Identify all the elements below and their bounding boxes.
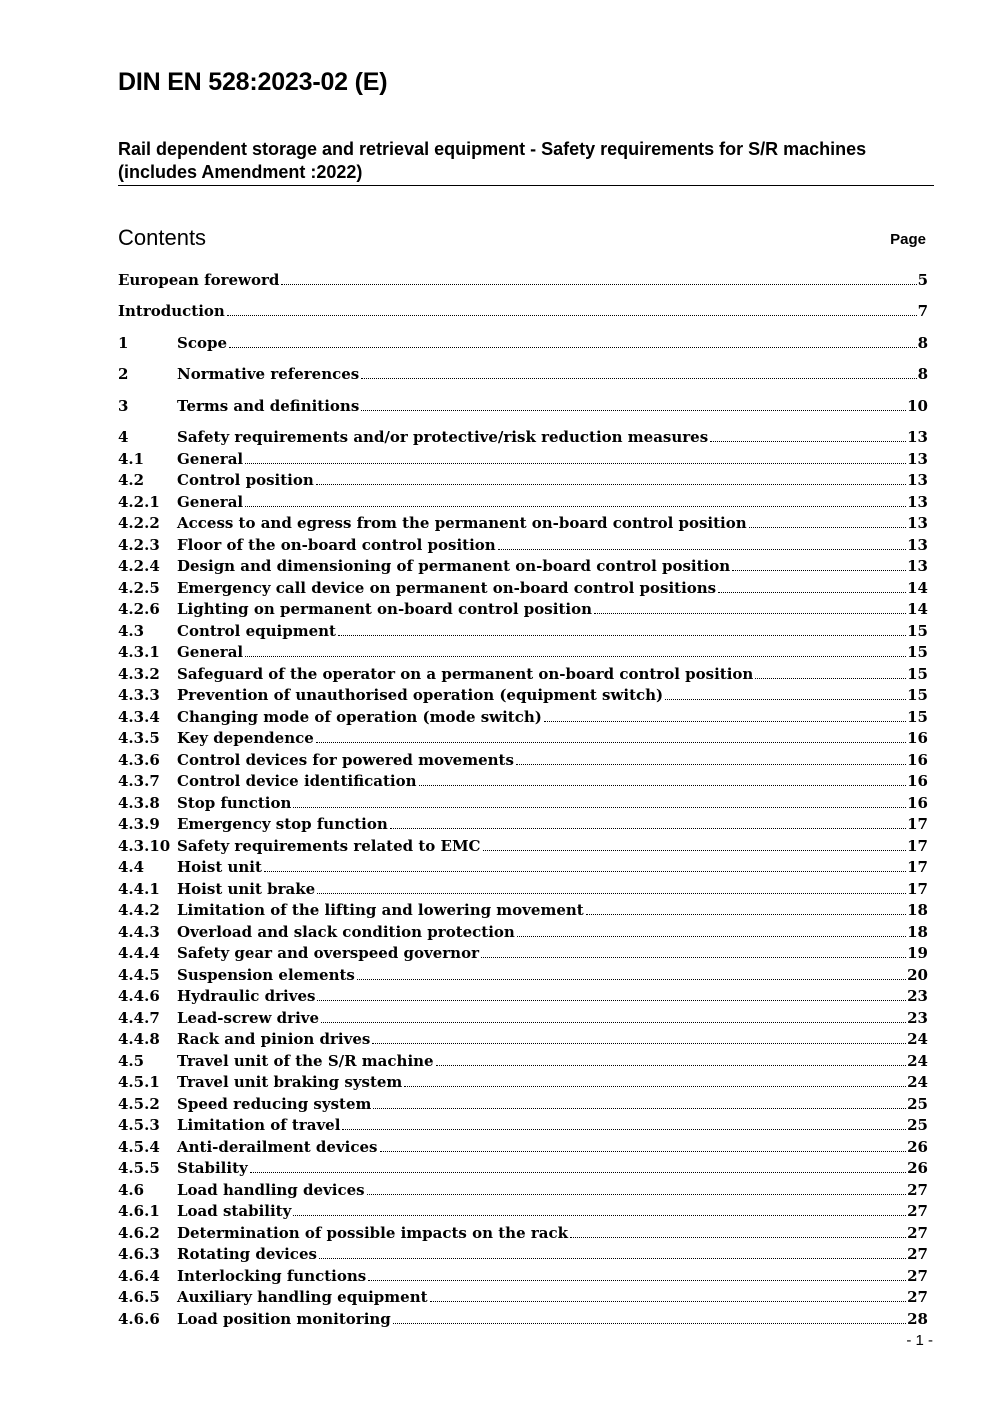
document-title: DIN EN 528:2023-02 (E) <box>118 68 388 96</box>
toc-entry[interactable] <box>118 922 928 943</box>
toc-entry[interactable] <box>118 301 928 322</box>
toc-entry-page: 23 <box>907 1009 928 1027</box>
toc-entry-page: 17 <box>907 858 928 876</box>
toc-entry[interactable] <box>118 492 928 513</box>
toc-entry-page: 8 <box>917 334 928 352</box>
toc-entry[interactable] <box>118 986 928 1007</box>
toc-entry-number: 2 <box>118 365 129 383</box>
toc-entry-page: 24 <box>907 1052 928 1070</box>
toc-entry-number: 4.3.2 <box>118 665 160 683</box>
toc-entry-title: Key dependence <box>177 729 314 747</box>
toc-entry-page: 25 <box>907 1116 928 1134</box>
toc-entry-page: 13 <box>907 536 928 554</box>
toc-entry-page: 19 <box>907 944 928 962</box>
toc-entry[interactable] <box>118 333 928 354</box>
toc-dot-leader <box>342 1129 906 1130</box>
toc-entry-number: 4.2.3 <box>118 536 160 554</box>
toc-entry-page: 28 <box>907 1310 928 1328</box>
toc-entry-page: 15 <box>907 708 928 726</box>
toc-entry-title: Emergency call device on permanent on-board control positions <box>177 579 717 597</box>
toc-entry-title: Load position monitoring <box>177 1310 391 1328</box>
toc-entry-title: Prevention of unauthorised operation (equipment switch) <box>177 686 664 704</box>
toc-entry-number: 4.3.6 <box>118 751 160 769</box>
toc-entry-number: 4 <box>118 428 129 446</box>
toc-entry-page: 15 <box>907 686 928 704</box>
toc-entry-number: 4.4.5 <box>118 966 160 984</box>
toc-dot-leader <box>483 850 907 851</box>
toc-dot-leader <box>594 613 906 614</box>
toc-dot-leader <box>665 699 906 700</box>
toc-entry-page: 13 <box>907 514 928 532</box>
toc-entry[interactable] <box>118 943 928 964</box>
toc-entry-title: Introduction <box>118 302 225 320</box>
toc-entry[interactable] <box>118 793 928 814</box>
toc-entry[interactable] <box>118 1266 928 1287</box>
toc-dot-leader <box>317 1000 906 1001</box>
toc-dot-leader <box>293 1215 906 1216</box>
toc-entry-title: Scope <box>177 334 228 352</box>
toc-dot-leader <box>321 1022 906 1023</box>
toc-dot-leader <box>317 893 906 894</box>
toc-dot-leader <box>357 979 906 980</box>
toc-entry-number: 4.5.5 <box>118 1159 160 1177</box>
toc-entry[interactable] <box>118 270 928 291</box>
toc-dot-leader <box>372 1043 906 1044</box>
toc-entry-number: 4.4.3 <box>118 923 160 941</box>
toc-entry-page: 16 <box>907 751 928 769</box>
toc-dot-leader <box>749 527 906 528</box>
toc-entry-page: 27 <box>907 1202 928 1220</box>
toc-entry-title: Stop function <box>177 794 292 812</box>
toc-entry-number: 4.6.2 <box>118 1224 160 1242</box>
toc-entry-title: Travel unit of the S/R machine <box>177 1052 434 1070</box>
toc-entry-page: 13 <box>907 428 928 446</box>
toc-entry-title: Rotating devices <box>177 1245 317 1263</box>
toc-entry-page: 15 <box>907 665 928 683</box>
toc-entry-title: Control position <box>177 471 314 489</box>
toc-entry-title: Limitation of the lifting and lowering movement <box>177 901 584 919</box>
toc-entry[interactable] <box>118 513 928 534</box>
toc-entry[interactable] <box>118 836 928 857</box>
toc-entry-number: 4.3 <box>118 622 145 640</box>
toc-entry-number: 4.4.1 <box>118 880 160 898</box>
toc-entry-title: Safety gear and overspeed governor <box>177 944 479 962</box>
toc-entry-page: 18 <box>907 923 928 941</box>
toc-entry-title: Load handling devices <box>177 1181 365 1199</box>
toc-dot-leader <box>245 463 906 464</box>
toc-entry[interactable] <box>118 707 928 728</box>
toc-entry-page: 14 <box>907 600 928 618</box>
toc-entry[interactable] <box>118 879 928 900</box>
toc-dot-leader <box>361 378 916 379</box>
toc-entry-number: 4.3.10 <box>118 837 171 855</box>
toc-dot-leader <box>316 484 906 485</box>
toc-entry-number: 4.3.8 <box>118 794 160 812</box>
toc-entry[interactable] <box>118 685 928 706</box>
toc-entry-title: Hoist unit <box>177 858 262 876</box>
toc-dot-leader <box>368 1280 906 1281</box>
toc-entry-title: Safety requirements related to EMC <box>177 837 481 855</box>
toc-entry-number: 4.6.4 <box>118 1267 160 1285</box>
toc-entry-page: 16 <box>907 729 928 747</box>
toc-entry-title: Determination of possible impacts on the rack <box>177 1224 568 1242</box>
toc-entry-page: 27 <box>907 1181 928 1199</box>
toc-entry-number: 1 <box>118 334 129 352</box>
toc-entry-number: 4.6 <box>118 1181 145 1199</box>
toc-dot-leader <box>404 1086 906 1087</box>
toc-entry-page: 27 <box>907 1245 928 1263</box>
toc-dot-leader <box>732 570 906 571</box>
toc-entry-page: 24 <box>907 1030 928 1048</box>
toc-dot-leader <box>319 1258 906 1259</box>
toc-dot-leader <box>245 656 906 657</box>
toc-entry-title: Control equipment <box>177 622 336 640</box>
toc-entry[interactable] <box>118 664 928 685</box>
contents-heading: Contents <box>118 225 207 250</box>
toc-entry[interactable] <box>118 364 928 385</box>
toc-dot-leader <box>586 914 906 915</box>
toc-dot-leader <box>281 284 916 285</box>
toc-entry[interactable] <box>118 642 928 663</box>
toc-entry-number: 4.5.4 <box>118 1138 160 1156</box>
toc-entry-number: 4.2.2 <box>118 514 160 532</box>
toc-entry-title: Travel unit braking system <box>177 1073 403 1091</box>
toc-entry-number: 4.1 <box>118 450 145 468</box>
toc-entry-title: Lighting on permanent on-board control position <box>177 600 592 618</box>
toc-entry-number: 4.6.6 <box>118 1310 160 1328</box>
toc-entry-number: 4.3.3 <box>118 686 160 704</box>
toc-entry[interactable] <box>118 771 928 792</box>
toc-entry-number: 4.2.5 <box>118 579 160 597</box>
toc-entry-page: 13 <box>907 557 928 575</box>
toc-entry-title: Floor of the on-board control position <box>177 536 496 554</box>
toc-entry-title: Hoist unit brake <box>177 880 316 898</box>
toc-entry-number: 4.4.7 <box>118 1009 160 1027</box>
toc-entry[interactable] <box>118 427 928 448</box>
toc-entry[interactable] <box>118 1029 928 1050</box>
toc-entry[interactable] <box>118 750 928 771</box>
toc-entry-page: 16 <box>907 794 928 812</box>
toc-entry-number: 4.5.2 <box>118 1095 160 1113</box>
toc-dot-leader <box>517 936 906 937</box>
toc-dot-leader <box>390 828 906 829</box>
toc-entry-number: 4.6.3 <box>118 1245 160 1263</box>
toc-entry-title: Auxiliary handling equipment <box>177 1288 428 1306</box>
toc-entry-title: Interlocking functions <box>177 1267 367 1285</box>
document-subtitle: Rail dependent storage and retrieval equipment - Safety requirements for S/R machines (includes Amendment :2022) <box>118 139 867 182</box>
toc-entry-page: 25 <box>907 1095 928 1113</box>
page-column-label: Page <box>890 231 926 248</box>
toc-entry-number: 4.4.4 <box>118 944 160 962</box>
toc-dot-leader <box>373 1108 906 1109</box>
toc-dot-leader <box>718 592 906 593</box>
toc-entry-page: 10 <box>907 397 928 415</box>
toc-entry-number: 4.2.4 <box>118 557 160 575</box>
toc-entry-page: 18 <box>907 901 928 919</box>
toc-dot-leader <box>250 1172 906 1173</box>
toc-entry-title: Design and dimensioning of permanent on-board control position <box>177 557 731 575</box>
toc-entry-title: Terms and definitions <box>177 397 360 415</box>
toc-entry-page: 15 <box>907 622 928 640</box>
toc-entry-number: 4.2.1 <box>118 493 160 511</box>
toc-entry[interactable] <box>118 556 928 577</box>
toc-dot-leader <box>430 1301 907 1302</box>
toc-entry[interactable] <box>118 470 928 491</box>
toc-dot-leader <box>498 549 906 550</box>
toc-dot-leader <box>380 1151 907 1152</box>
toc-entry-number: 4.4.6 <box>118 987 160 1005</box>
toc-entry-page: 27 <box>907 1288 928 1306</box>
toc-dot-leader <box>710 441 906 442</box>
toc-entry-title: Speed reducing system <box>177 1095 372 1113</box>
toc-entry-page: 23 <box>907 987 928 1005</box>
toc-entry[interactable] <box>118 965 928 986</box>
toc-entry[interactable] <box>118 728 928 749</box>
toc-entry[interactable] <box>118 900 928 921</box>
toc-entry[interactable] <box>118 535 928 556</box>
toc-dot-leader <box>419 785 907 786</box>
toc-entry-page: 26 <box>907 1138 928 1156</box>
toc-entry-title: Suspension elements <box>177 966 355 984</box>
toc-dot-leader <box>544 721 906 722</box>
toc-entry-number: 4.2 <box>118 471 145 489</box>
toc-entry-title: European foreword <box>118 271 280 289</box>
toc-entry[interactable] <box>118 578 928 599</box>
toc-entry-number: 4.6.5 <box>118 1288 160 1306</box>
toc-dot-leader <box>293 807 906 808</box>
toc-entry[interactable] <box>118 1201 928 1222</box>
toc-entry-page: 7 <box>917 302 928 320</box>
toc-entry-title: Normative references <box>177 365 360 383</box>
toc-entry[interactable] <box>118 1008 928 1029</box>
toc-entry-title: Safety requirements and/or protective/risk reduction measures <box>177 428 709 446</box>
toc-entry-number: 4.3.4 <box>118 708 160 726</box>
toc-entry-title: Access to and egress from the permanent on-board control position <box>177 514 747 532</box>
toc-entry-page: 14 <box>907 579 928 597</box>
toc-dot-leader <box>516 764 906 765</box>
toc-entry[interactable] <box>118 857 928 878</box>
toc-entry-page: 17 <box>907 880 928 898</box>
toc-entry[interactable] <box>118 1072 928 1093</box>
toc-entry-page: 8 <box>917 365 928 383</box>
toc-entry-number: 4.3.9 <box>118 815 160 833</box>
toc-entry-number: 4.3.7 <box>118 772 160 790</box>
toc-entry[interactable] <box>118 1309 928 1330</box>
toc-entry-title: Anti-derailment devices <box>177 1138 378 1156</box>
toc-entry-page: 24 <box>907 1073 928 1091</box>
toc-entry[interactable] <box>118 1244 928 1265</box>
toc-entry[interactable] <box>118 1051 928 1072</box>
toc-dot-leader <box>245 506 906 507</box>
toc-dot-leader <box>338 635 906 636</box>
toc-entry-page: 26 <box>907 1159 928 1177</box>
toc-entry-title: General <box>177 643 244 661</box>
toc-entry-title: Load stability <box>177 1202 292 1220</box>
toc-dot-leader <box>264 871 906 872</box>
toc-dot-leader <box>481 957 906 958</box>
toc-entry-number: 4.6.1 <box>118 1202 160 1220</box>
toc-entry-title: Rack and pinion drives <box>177 1030 371 1048</box>
toc-entry-title: Hydraulic drives <box>177 987 316 1005</box>
toc-entry-number: 4.5.1 <box>118 1073 160 1091</box>
toc-entry[interactable] <box>118 396 928 417</box>
toc-entry-page: 15 <box>907 643 928 661</box>
toc-entry-title: Lead-screw drive <box>177 1009 320 1027</box>
toc-entry-page: 27 <box>907 1267 928 1285</box>
toc-entry-page: 17 <box>907 815 928 833</box>
toc-entry-number: 4.5 <box>118 1052 145 1070</box>
toc-entry-page: 13 <box>907 471 928 489</box>
toc-entry[interactable] <box>118 814 928 835</box>
toc-entry-number: 4.2.6 <box>118 600 160 618</box>
toc-entry-title: Changing mode of operation (mode switch) <box>177 708 542 726</box>
title-divider <box>118 185 934 186</box>
toc-entry[interactable] <box>118 1137 928 1158</box>
toc-entry-title: Overload and slack condition protection <box>177 923 515 941</box>
toc-dot-leader <box>393 1323 906 1324</box>
toc-entry-number: 4.3.5 <box>118 729 160 747</box>
toc-entry-page: 5 <box>917 271 928 289</box>
toc-entry-number: 3 <box>118 397 129 415</box>
toc-entry-title: Control devices for powered movements <box>177 751 514 769</box>
toc-entry-title: Safeguard of the operator on a permanent on-board control position <box>177 665 754 683</box>
toc-entry-title: Control device identification <box>177 772 417 790</box>
toc-entry-number: 4.4 <box>118 858 145 876</box>
toc-entry-page: 16 <box>907 772 928 790</box>
toc-entry-number: 4.3.1 <box>118 643 160 661</box>
toc-entry-title: General <box>177 493 244 511</box>
toc-entry-page: 13 <box>907 450 928 468</box>
toc-dot-leader <box>570 1237 906 1238</box>
toc-entry-title: Emergency stop function <box>177 815 388 833</box>
toc-entry-number: 4.4.2 <box>118 901 160 919</box>
toc-entry[interactable] <box>118 1115 928 1136</box>
toc-entry[interactable] <box>118 1094 928 1115</box>
toc-dot-leader <box>361 410 906 411</box>
toc-entry-title: Stability <box>177 1159 248 1177</box>
toc-entry-title: General <box>177 450 244 468</box>
toc-entry-title: Limitation of travel <box>177 1116 341 1134</box>
toc-entry[interactable] <box>118 1158 928 1179</box>
toc-entry[interactable] <box>118 1287 928 1308</box>
toc-entry-page: 20 <box>907 966 928 984</box>
toc-entry[interactable] <box>118 449 928 470</box>
toc-entry[interactable] <box>118 1223 928 1244</box>
toc-entry-page: 17 <box>907 837 928 855</box>
toc-dot-leader <box>755 678 906 679</box>
toc-entry-number: 4.5.3 <box>118 1116 160 1134</box>
footer-page-number: - 1 - <box>906 1332 933 1349</box>
toc-entry[interactable] <box>118 621 928 642</box>
toc-dot-leader <box>227 315 917 316</box>
toc-entry-page: 13 <box>907 493 928 511</box>
toc-entry[interactable] <box>118 599 928 620</box>
toc-dot-leader <box>367 1194 907 1195</box>
toc-dot-leader <box>316 742 906 743</box>
toc-entry-page: 27 <box>907 1224 928 1242</box>
toc-dot-leader <box>436 1065 907 1066</box>
toc-dot-leader <box>229 347 917 348</box>
toc-entry[interactable] <box>118 1180 928 1201</box>
toc-entry-number: 4.4.8 <box>118 1030 160 1048</box>
